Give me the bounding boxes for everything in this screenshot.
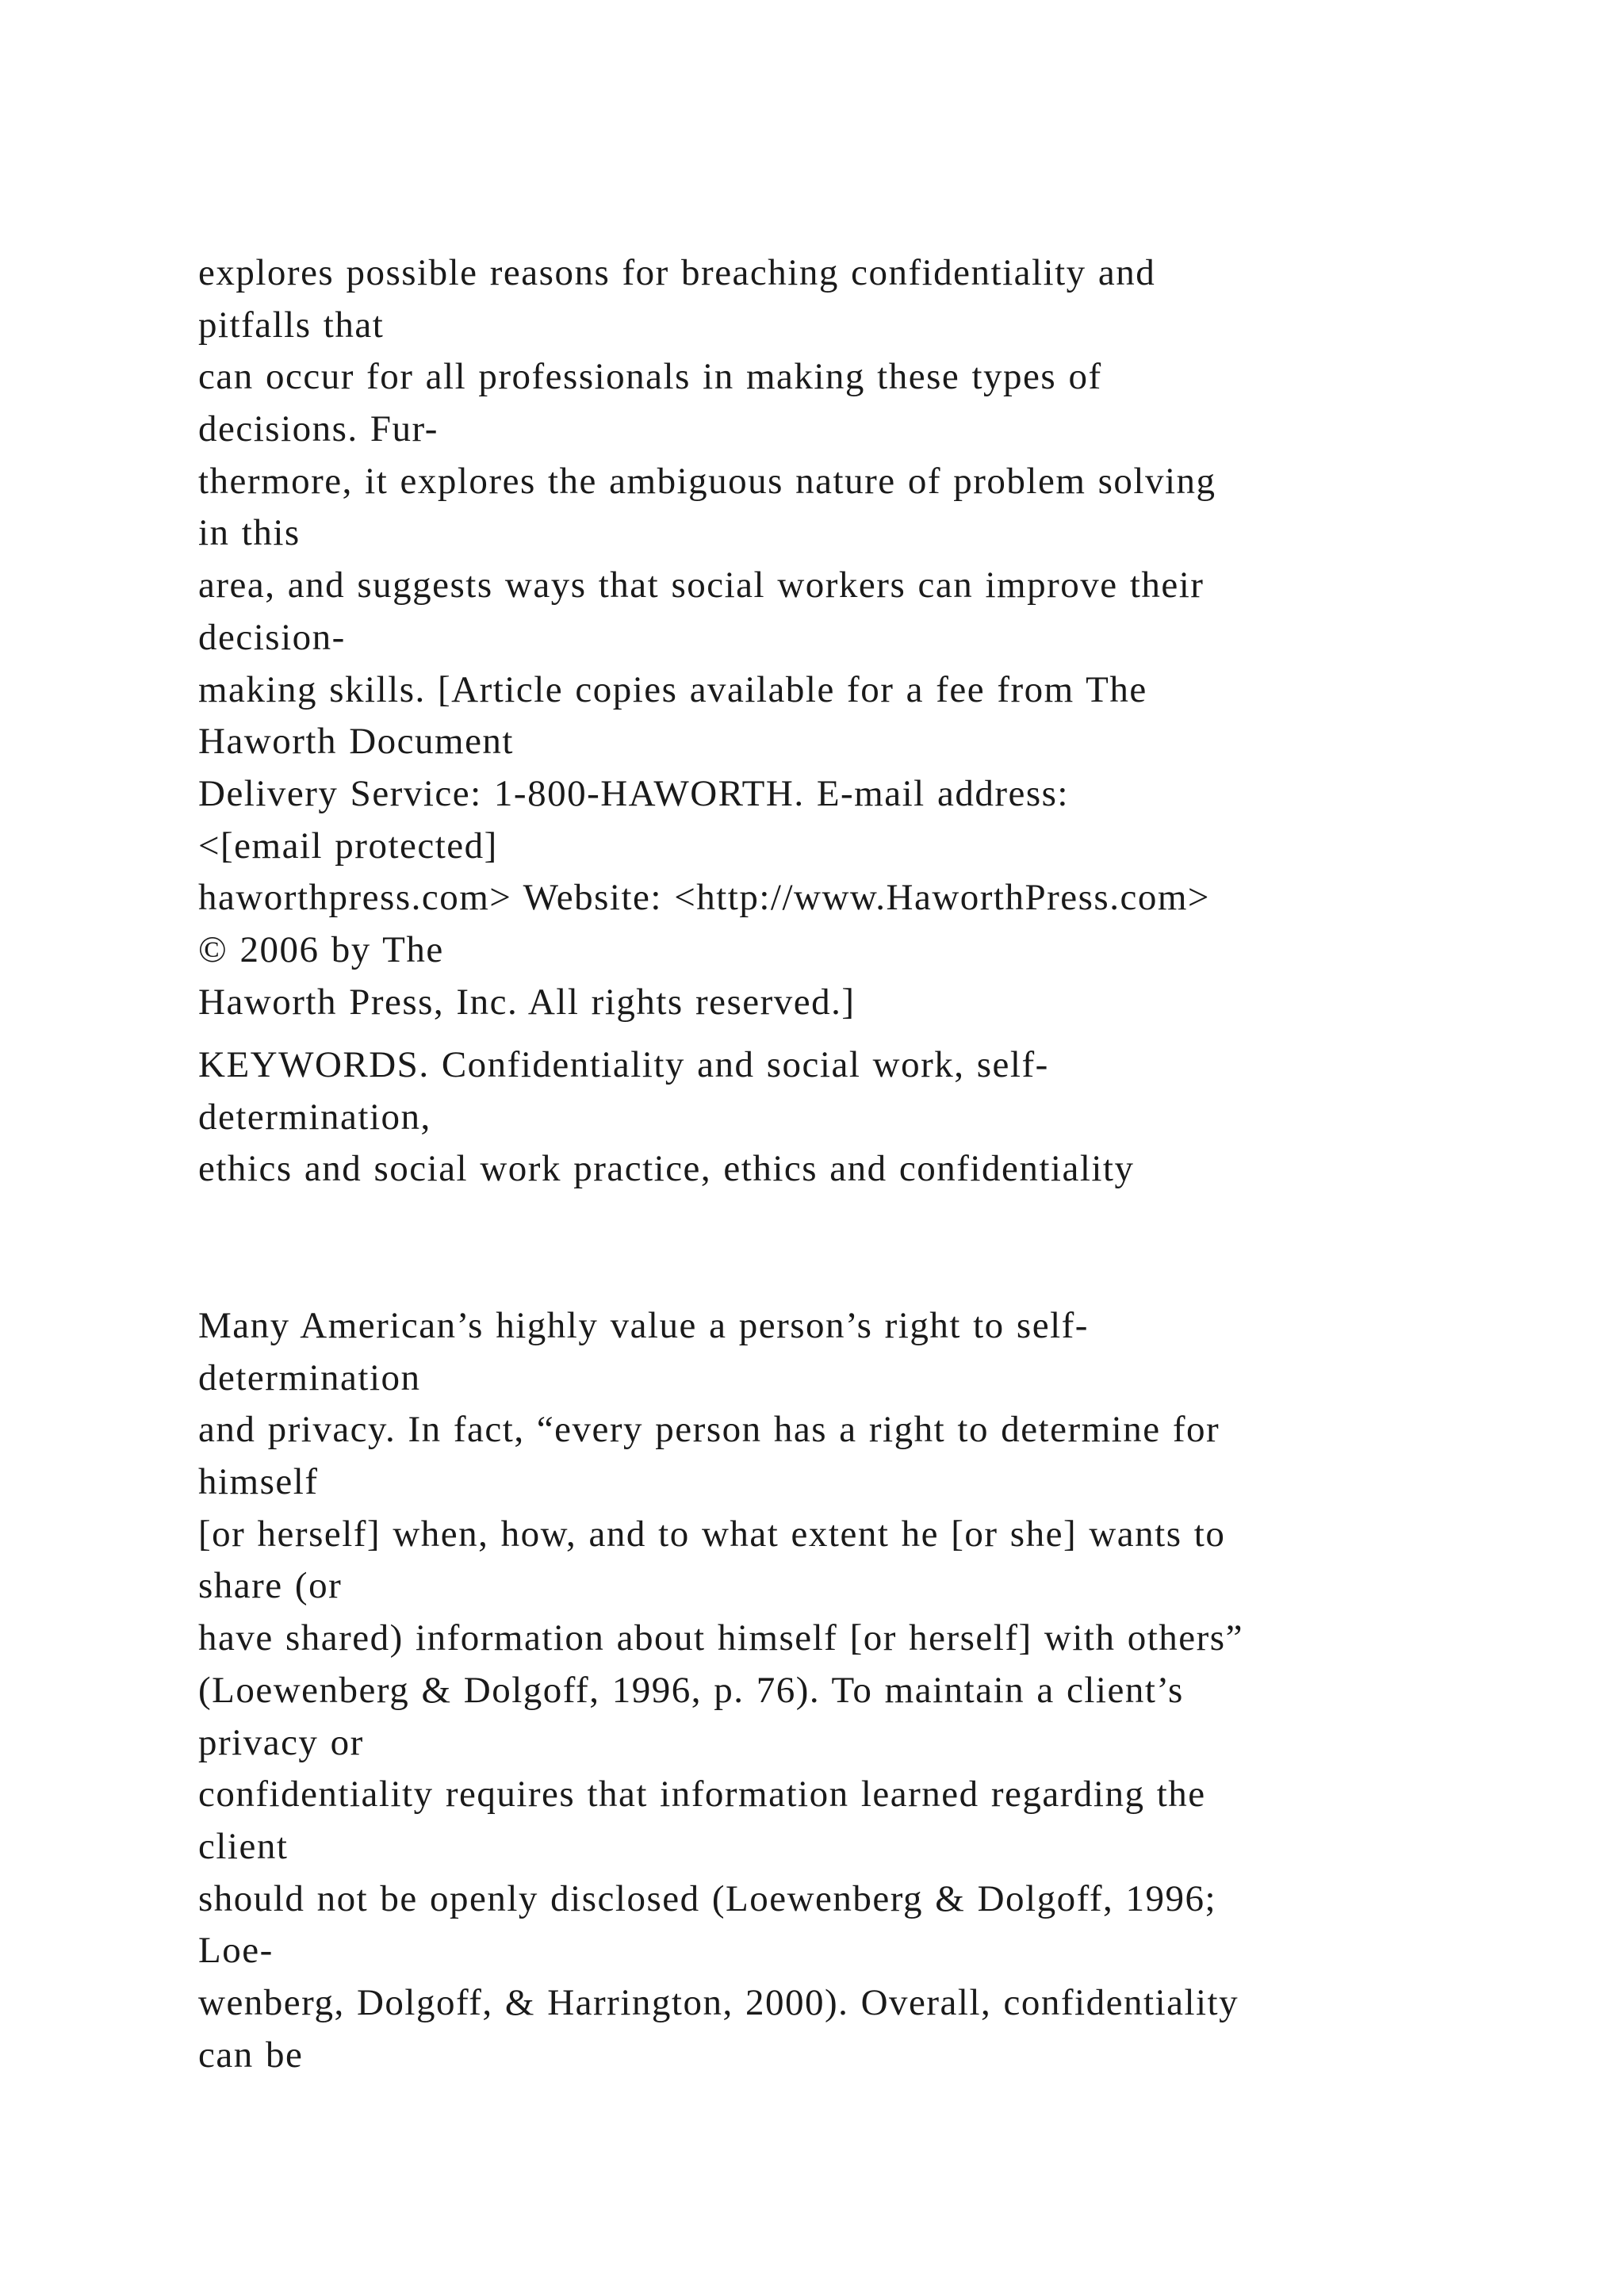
keywords-line: KEYWORDS. Confidentiality and social work, self- bbox=[198, 1044, 1049, 1085]
body-line: wenberg, Dolgoff, & Harrington, 2000). Overall, confidentiality bbox=[198, 1981, 1239, 2023]
body-line: (Loewenberg & Dolgoff, 1996, p. 76). To maintain a client’s bbox=[198, 1669, 1184, 1711]
keywords-line: determination, bbox=[198, 1096, 431, 1138]
abstract-line: making skills. [Article copies available for a fee from The bbox=[198, 668, 1147, 710]
body-line: share (or bbox=[198, 1565, 343, 1607]
body-line: Many American’s highly value a person’s right to self- bbox=[198, 1305, 1089, 1346]
body-paragraph bbox=[198, 1300, 1546, 2081]
abstract-line: pitfalls that bbox=[198, 304, 385, 346]
abstract-line: explores possible reasons for breaching confidentiality and bbox=[198, 252, 1156, 293]
abstract-line: can occur for all professionals in making these types of bbox=[198, 356, 1102, 398]
abstract-line: decision- bbox=[198, 616, 346, 658]
abstract-line: Haworth Press, Inc. All rights reserved.] bbox=[198, 981, 856, 1023]
keywords-line: ethics and social work practice, ethics and confidentiality bbox=[198, 1148, 1135, 1190]
body-line: Loe- bbox=[198, 1930, 274, 1972]
abstract-line: <[email protected] bbox=[198, 825, 498, 867]
body-line: have shared) information about himself [or herself] with others” bbox=[198, 1617, 1243, 1659]
abstract-line: Delivery Service: 1-800-HAWORTH. E-mail address: bbox=[198, 772, 1069, 814]
abstract-line: in this bbox=[198, 512, 301, 554]
body-line: can be bbox=[198, 2034, 304, 2076]
body-line: confidentiality requires that information learned regarding the bbox=[198, 1774, 1206, 1816]
body-line: [or herself] when, how, and to what extent he [or she] wants to bbox=[198, 1513, 1226, 1555]
body-line: privacy or bbox=[198, 1721, 364, 1763]
abstract-line: decisions. Fur- bbox=[198, 408, 439, 450]
abstract-line: thermore, it explores the ambiguous nature of problem solving bbox=[198, 460, 1216, 502]
abstract-paragraph bbox=[198, 247, 1546, 1028]
body-line: should not be openly disclosed (Loewenberg & Dolgoff, 1996; bbox=[198, 1877, 1217, 1919]
abstract-line: area, and suggests ways that social workers can improve their bbox=[198, 564, 1205, 607]
body-line: and privacy. In fact, “every person has a right to determine for bbox=[198, 1409, 1220, 1451]
abstract-line: haworthpress.com> Website: <http://www.HaworthPress.com> bbox=[198, 877, 1210, 919]
abstract-line: © 2006 by The bbox=[198, 928, 444, 970]
body-line: determination bbox=[198, 1357, 421, 1399]
abstract-line: Haworth Document bbox=[198, 721, 514, 763]
body-line: client bbox=[198, 1825, 289, 1867]
body-line: himself bbox=[198, 1461, 319, 1503]
keywords-paragraph bbox=[198, 1039, 1546, 1196]
